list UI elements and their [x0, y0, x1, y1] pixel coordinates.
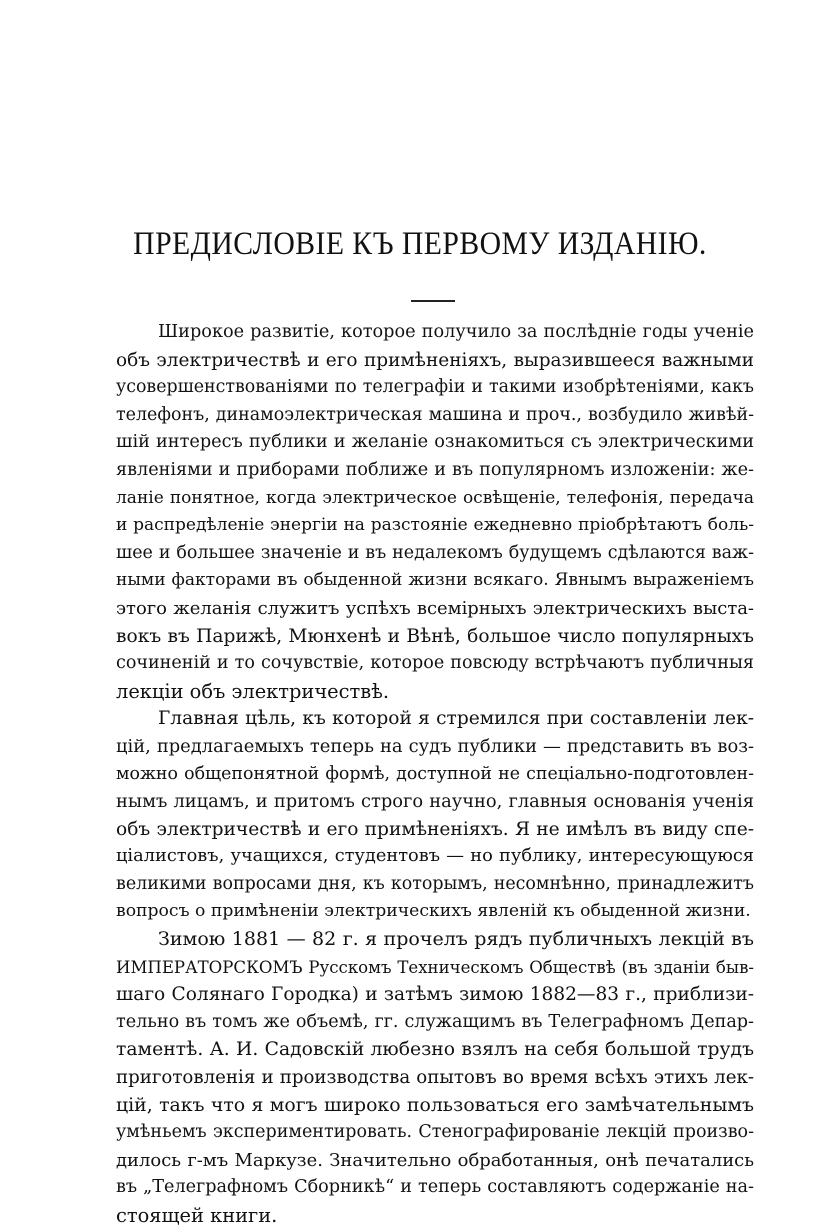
text-line: тельно въ томъ же объемѣ, гг. служащимъ въ Телеграфномъ Депар-	[116, 1011, 754, 1032]
text-line: шаго Солянаго Городка) и затѣмъ зимою 1882—83 г., приблизи-	[116, 984, 754, 1006]
text-line: этого желанія служитъ успѣхъ всемірныхъ электрическихъ выста-	[116, 597, 754, 619]
text-line: можно общепонятной формѣ, доступной не спеціально-подготовлен-	[116, 763, 754, 784]
text-line: великими вопросами дня, къ которымъ, несомнѣнно, принадлежитъ	[116, 873, 754, 894]
text-line: объ электричествѣ и его примѣненіяхъ, выразившееся важными	[116, 349, 754, 371]
text-line: нымъ лицамъ, и притомъ строго научно, главныя основанія ученія	[116, 791, 754, 813]
text-line: объ электричествѣ и его примѣненіяхъ. Я не имѣлъ въ виду спе-	[116, 818, 754, 840]
paragraph	[116, 705, 754, 926]
text-line: вопросъ о примѣненіи электрическихъ явленій къ обыденной жизни.	[116, 901, 751, 922]
paragraph	[116, 926, 754, 1230]
body-text	[116, 319, 754, 1230]
text-line: лекціи объ электричествѣ.	[116, 679, 390, 703]
text-line: приготовленія и производства опытовъ во время всѣхъ этихъ лек-	[116, 1067, 754, 1089]
title-divider	[411, 300, 455, 302]
text-line: Широкое развитіе, которое получило за послѣдніе годы ученіе	[158, 322, 754, 342]
text-line: вокъ въ Парижѣ, Мюнхенѣ и Вѣнѣ, большое число популярныхъ	[116, 625, 754, 647]
text-line: ными факторами въ обыденной жизни всякаго. Явнымъ выраженіемъ	[116, 570, 754, 591]
text-line: стоящей книги.	[116, 1204, 278, 1227]
text-line: шій интересъ публики и желаніе ознакомиться съ электрическими	[116, 432, 754, 453]
paragraph	[116, 319, 754, 705]
text-line: въ „Телеграфномъ Сборникѣ“ и теперь составляютъ содержаніе на-	[116, 1177, 754, 1198]
text-line: Главная цѣль, къ которой я стремился при составленіи лек-	[158, 708, 754, 730]
text-line: сочиненій и то сочувствіе, которое повсюду встрѣчаютъ публичныя	[116, 653, 754, 674]
text-line: ціалистовъ, учащихся, студентовъ — но публику, интересующуюся	[116, 846, 754, 867]
text-line: и распредѣленіе энергіи на разстояніе ежедневно пріобрѣтаютъ боль-	[116, 515, 754, 536]
text-line: цій, такъ что я могъ широко пользоваться его замѣчательнымъ	[116, 1094, 754, 1116]
text-line: ланіе понятное, когда электрическое освѣщеніе, телефонія, передача	[116, 487, 754, 508]
text-line: телефонъ, динамоэлектрическая машина и проч., возбудило живѣй-	[116, 404, 754, 425]
text-line: Зимою 1881 — 82 г. я прочелъ рядъ публичныхъ лекцій въ	[158, 928, 754, 951]
text-line: явленіями и приборами поближе и въ популярномъ изложеніи: же-	[116, 459, 754, 480]
page-title: ПРЕДИСЛОВІЕ КЪ ПЕРВОМУ ИЗДАНІЮ.	[133, 226, 707, 262]
text-line: таментѣ. А. И. Садовскій любезно взялъ на себя большой трудъ	[116, 1039, 754, 1061]
text-line: ИМПЕРАТОРСКОМЪ Русскомъ Техническомъ Обществѣ (въ зданіи быв-	[116, 957, 754, 977]
text-line: умѣньемъ экспериментировать. Стенографированіе лекцій произво-	[116, 1122, 754, 1143]
text-line: дилось г-мъ Маркузе. Значительно обработанныя, онѣ печатались	[116, 1149, 754, 1171]
text-line: цій, предлагаемыхъ теперь на судъ публики — представить въ воз-	[116, 735, 754, 757]
text-line: усовершенствованіями по телеграфіи и такими изобрѣтеніями, какъ	[116, 377, 754, 398]
text-line: шее и большее значеніе и въ недалекомъ будущемъ сдѣлаются важ-	[116, 542, 754, 563]
